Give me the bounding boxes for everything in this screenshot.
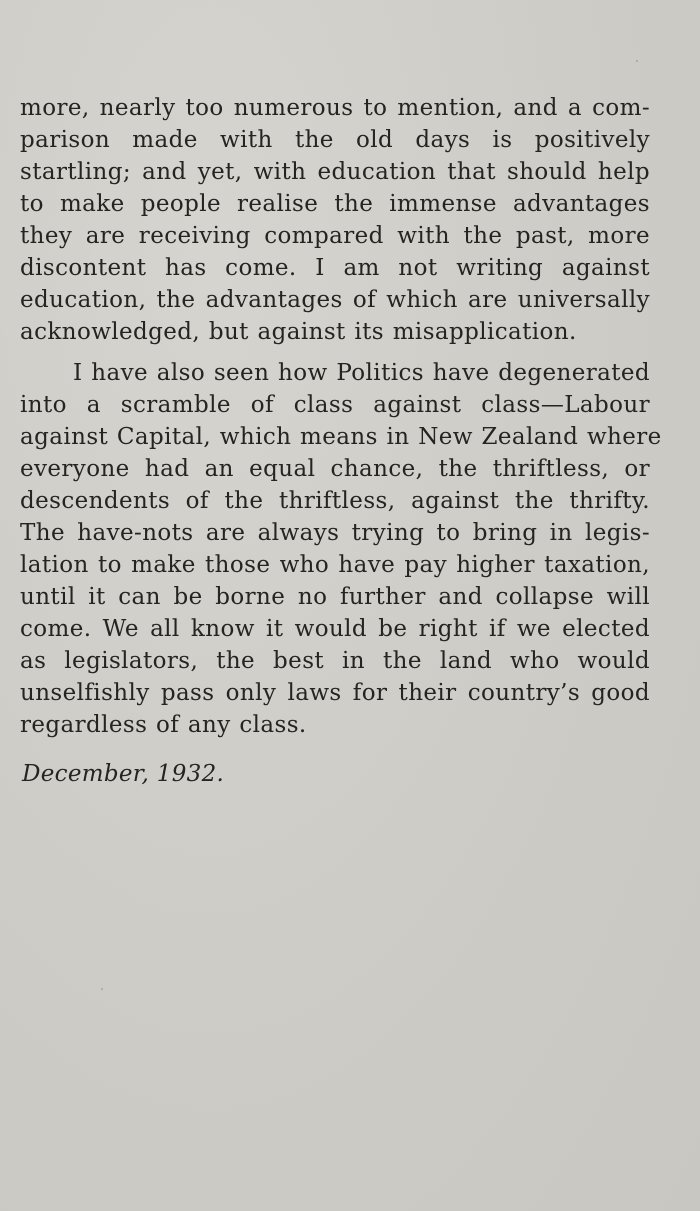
text-line: descendents of the thriftless, against the thrifty.	[20, 488, 650, 514]
text-line: everyone had an equal chance, the thriftless, or	[20, 456, 650, 482]
text-line: into a scramble of class against class—Labour	[20, 392, 650, 418]
text-line: more, nearly too numerous to mention, and a com-	[20, 95, 650, 121]
text-line: regardless of any class.	[20, 712, 307, 738]
text-line: parison made with the old days is positively	[20, 127, 650, 153]
text-line: as legislators, the best in the land who would	[20, 648, 650, 674]
text-line: startling; and yet, with education that should help	[20, 159, 650, 185]
paper-speck	[101, 988, 103, 990]
paragraph-continued	[20, 92, 650, 348]
text-line: lation to make those who have pay higher taxation,	[20, 552, 650, 578]
paper-speck	[636, 60, 638, 62]
text-line: unselfishly pass only laws for their country’s good	[20, 680, 650, 706]
text-line: until it can be borne no further and collapse will	[20, 584, 650, 610]
text-line: acknowledged, but against its misapplication.	[20, 319, 577, 345]
dateline: December, 1932.	[22, 761, 225, 787]
text-line: they are receiving compared with the past, more	[20, 223, 650, 249]
text-line: to make people realise the immense advantages	[20, 191, 650, 217]
text-line: against Capital, which means in New Zealand where	[20, 424, 662, 450]
text-line: come. We all know it would be right if we elected	[20, 616, 650, 642]
text-line: education, the advantages of which are universally	[20, 287, 650, 313]
text-line: discontent has come. I am not writing against	[20, 255, 650, 281]
paragraph-politics	[20, 357, 662, 741]
text-line: I have also seen how Politics have degenerated	[73, 360, 650, 386]
text-line: The have-nots are always trying to bring in legis-	[20, 520, 650, 546]
